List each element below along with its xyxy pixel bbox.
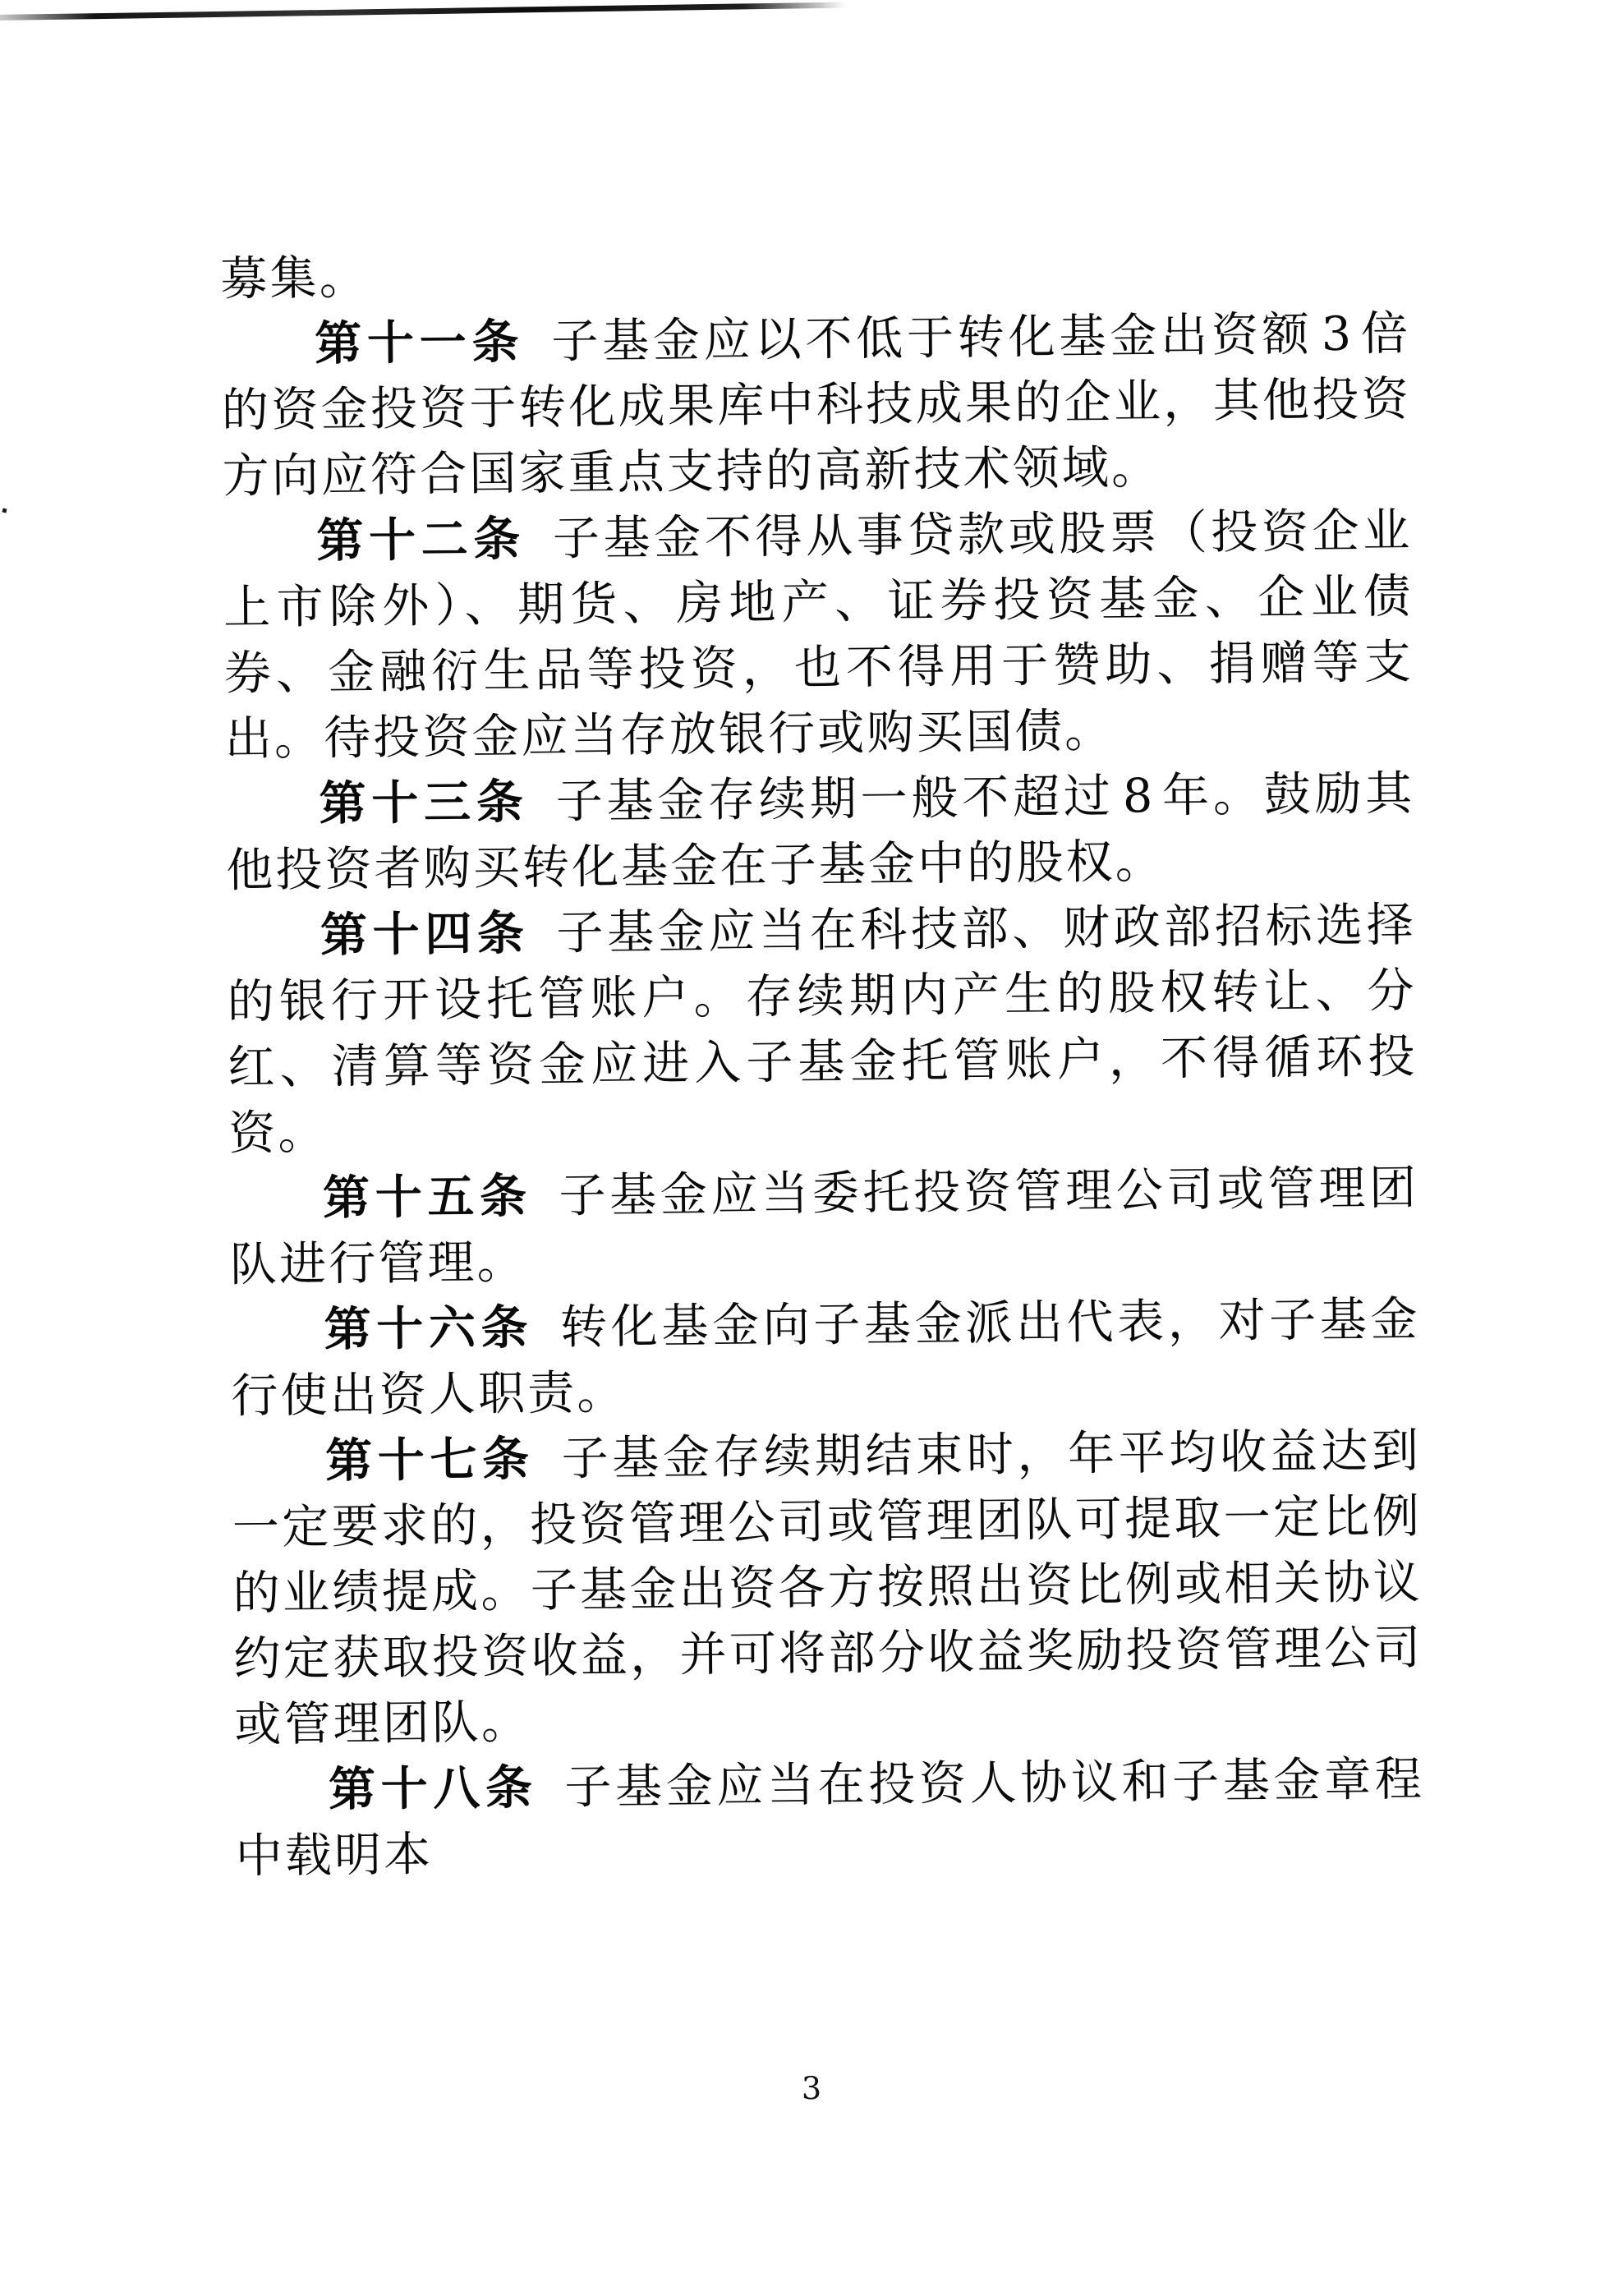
paragraph-article-18 bbox=[235, 1746, 1425, 1889]
article-text: 转化基金向子基金派出代表，对子基金行使出资人职责。 bbox=[231, 1292, 1420, 1424]
paragraph-article-13 bbox=[225, 761, 1415, 904]
article-label: 第十二条 bbox=[316, 511, 526, 568]
article-text-before-number: 子基金应以不低于转化基金出资额 bbox=[549, 307, 1313, 370]
dust-speck-artifact bbox=[2, 508, 7, 513]
article-inline-number: 3 bbox=[1321, 306, 1352, 362]
article-label: 第十一条 bbox=[314, 314, 525, 371]
article-label: 第十七条 bbox=[324, 1431, 536, 1488]
article-text: 子基金应当在科技部、财政部招标选择的银行开设托管账户。存续期内产生的股权转让、分红、清算等资金应进入子基金托管账户，不得循环投资。 bbox=[227, 898, 1418, 1161]
paragraph-article-17 bbox=[232, 1418, 1424, 1758]
article-text-after-number: 年。鼓励其他投资者购买转化基金在子基金中的股权。 bbox=[225, 766, 1415, 898]
paragraph-article-11 bbox=[221, 301, 1412, 509]
page-number: 3 bbox=[801, 2069, 822, 2107]
scan-streak-artifact bbox=[0, 2, 846, 21]
article-text: 子基金应当委托投资管理公司或管理团队进行管理。 bbox=[229, 1161, 1419, 1292]
paragraph-article-15 bbox=[229, 1155, 1419, 1298]
article-text: 子基金应当在投资人协议和子基金章程中载明本 bbox=[235, 1752, 1425, 1884]
paragraph-continuation bbox=[220, 235, 1410, 312]
article-text: 子基金存续期结束时，年平均收益达到一定要求的，投资管理公司或管理团队可提取一定比例的业绩提成。子基金出资各方按照出资比例或相关协议约定获取投资收益，并可将部分收益奖励投资管理公司或管理团队。 bbox=[232, 1424, 1423, 1752]
article-label: 第十五条 bbox=[322, 1168, 533, 1226]
article-text-before-number: 子基金存续期一般不超过 bbox=[554, 769, 1115, 830]
paragraph-article-16 bbox=[230, 1286, 1420, 1429]
paragraph-article-14 bbox=[227, 892, 1418, 1166]
document-text-body bbox=[220, 235, 1425, 1889]
article-text: 子基金不得从事贷款或股票（投资企业上市除外）、期货、房地产、证券投资基金、企业债券、金融衍生品等投资，也不得用于赞助、捐赠等支出。待投资金应当存放银行或购买国债。 bbox=[223, 504, 1414, 766]
paragraph-article-12 bbox=[223, 498, 1414, 772]
article-inline-number: 8 bbox=[1122, 769, 1153, 824]
article-label: 第十四条 bbox=[320, 905, 530, 963]
article-label: 第十六条 bbox=[324, 1300, 534, 1357]
article-label: 第十三条 bbox=[319, 774, 530, 831]
paragraph-text: 募集。 bbox=[220, 251, 370, 306]
article-label: 第十八条 bbox=[328, 1760, 538, 1817]
article-text-after-number: 倍的资金投资于转化成果库中科技成果的企业，其他投资方向应符合国家重点支持的高新技术领域。 bbox=[221, 306, 1412, 504]
